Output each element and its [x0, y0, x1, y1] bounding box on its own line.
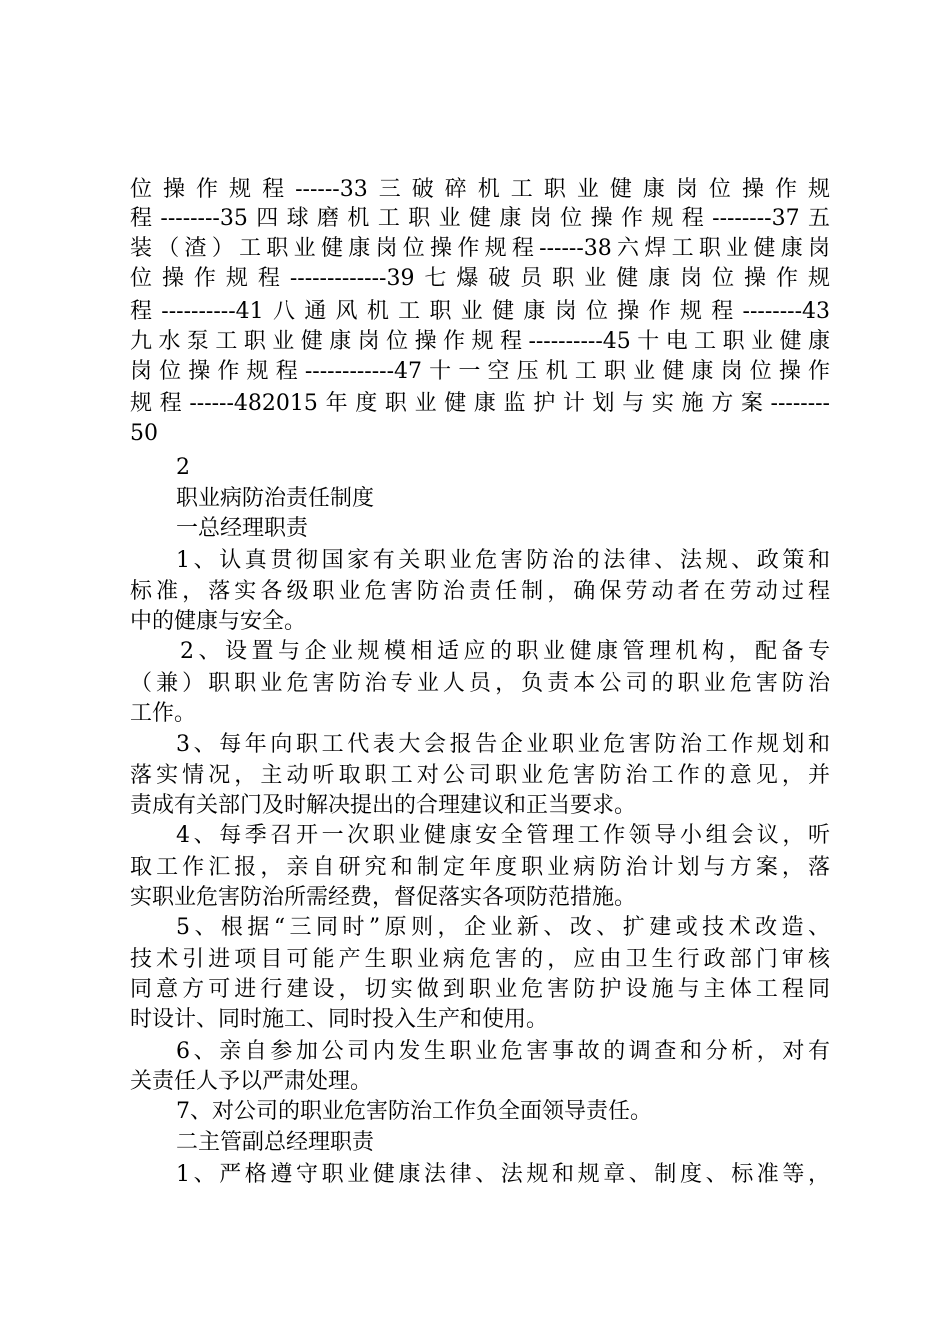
paragraph-line: 1、严格遵守职业健康法律、法规和规章、制度、标准等，	[176, 1162, 830, 1187]
paragraph-line: 1、认真贯彻国家有关职业危害防治的法律、法规、政策和	[176, 548, 830, 573]
paragraph-line: 6、亲自参加公司内发生职业危害事故的调查和分析，对有	[176, 1039, 830, 1064]
paragraph-line: 技术引进项目可能产生职业病危害的，应由卫生行政部门审核	[130, 947, 830, 972]
page-number: 2	[176, 455, 190, 480]
paragraph-line: 同意方可进行建设，切实做到职业危害防护设施与主体工程同	[130, 977, 830, 1002]
paragraph-line: 落实情况，主动听取职工对公司职业危害防治工作的意见，并	[130, 763, 830, 788]
paragraph-line: 4、每季召开一次职业健康安全管理工作领导小组会议，听	[176, 823, 830, 848]
toc-line: 九水泵工职业健康岗位操作规程----------45十电工职业健康	[130, 329, 830, 354]
paragraph-line: 工作。	[130, 701, 197, 726]
paragraph-line: 7、对公司的职业危害防治工作负全面领导责任。	[176, 1099, 652, 1124]
toc-line: 位操作规程-------------39七爆破员职业健康岗位操作规	[130, 266, 830, 291]
paragraph-line: 取工作汇报，亲自研究和制定年度职业病防治计划与方案，落	[130, 855, 830, 880]
paragraph-line: 关责任人予以严肃处理。	[130, 1069, 373, 1094]
toc-line: 装（渣）工职业健康岗位操作规程------38六焊工职业健康岗	[130, 236, 830, 261]
paragraph-line: 2、设置与企业规模相适应的职业健康管理机构，配备专	[180, 639, 830, 664]
section-heading: 一总经理职责	[176, 516, 309, 541]
toc-line: 程--------35四球磨机工职业健康岗位操作规程--------37五	[130, 206, 830, 231]
paragraph-line: 责成有关部门及时解决提出的合理建议和正当要求。	[130, 793, 637, 818]
paragraph-line: 5、根据“三同时”原则，企业新、改、扩建或技术改造、	[176, 915, 830, 940]
paragraph-line: 实职业危害防治所需经费，督促落实各项防范措施。	[130, 885, 637, 910]
paragraph-line: （兼）职职业危害防治专业人员，负责本公司的职业危害防治	[130, 671, 830, 696]
toc-line: 程----------41八通风机工职业健康岗位操作规程--------43	[130, 299, 830, 324]
toc-line: 岗位操作规程------------47十一空压机工职业健康岗位操作	[130, 359, 830, 384]
toc-line: 50	[130, 421, 158, 446]
paragraph-line: 3、每年向职工代表大会报告企业职业危害防治工作规划和	[176, 732, 830, 757]
paragraph-line: 时设计、同时施工、同时投入生产和使用。	[130, 1007, 549, 1032]
toc-line: 位操作规程------33三破碎机工职业健康岗位操作规	[130, 177, 830, 202]
toc-line: 规程------482015年度职业健康监护计划与实施方案--------	[130, 391, 830, 416]
paragraph-line: 中的健康与安全。	[130, 609, 307, 634]
section-heading: 二主管副总经理职责	[176, 1130, 375, 1155]
document-title: 职业病防治责任制度	[176, 486, 375, 511]
paragraph-line: 标准，落实各级职业危害防治责任制，确保劳动者在劳动过程	[130, 579, 830, 604]
